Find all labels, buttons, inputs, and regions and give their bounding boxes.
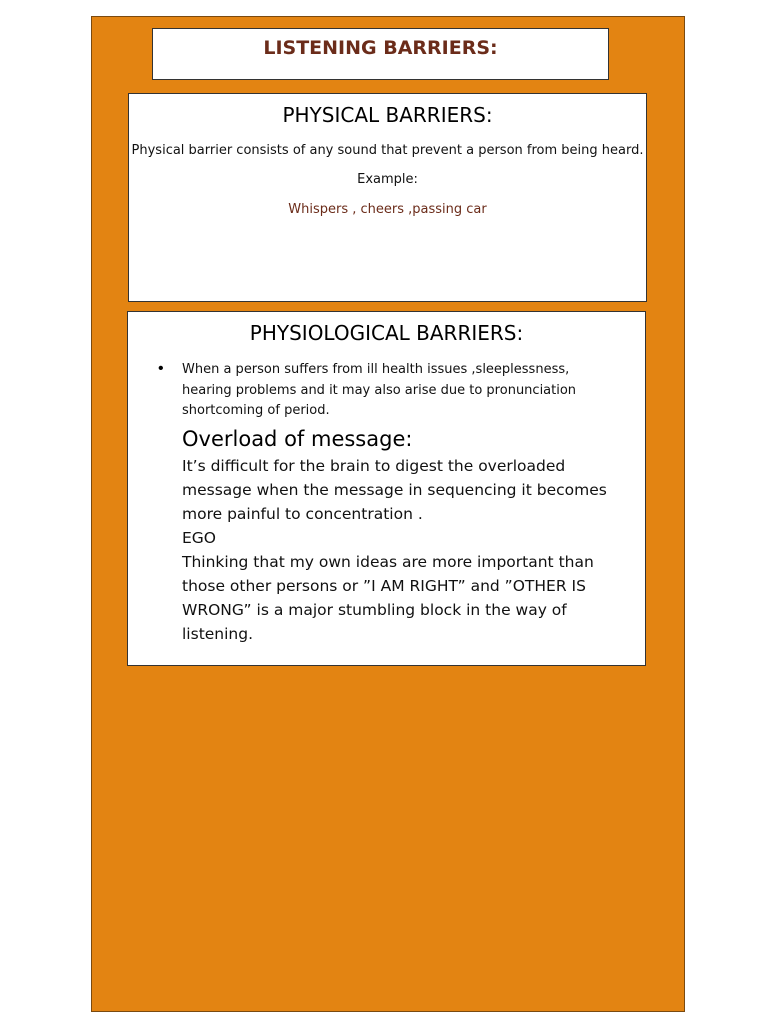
example-label: Example: — [357, 172, 418, 187]
ego-label: EGO — [182, 529, 217, 547]
bullet-item — [158, 360, 618, 422]
ego-text: Thinking that my own ideas are more important than those other persons or ”I AM RIGHT” and ”OTHER IS WRONG” is a major stumbling block in the way of listening. — [182, 553, 594, 643]
physiological-barriers-heading: PHYSIOLOGICAL BARRIERS: — [249, 321, 524, 345]
physiological-barriers-box — [127, 311, 646, 666]
physical-barriers-box — [128, 93, 647, 302]
title-box — [152, 28, 609, 80]
overload-title: Overload of message: — [182, 427, 413, 451]
physical-barriers-heading: PHYSICAL BARRIERS: — [282, 103, 493, 127]
page-title: LISTENING BARRIERS: — [263, 37, 498, 59]
bullet-icon: • — [158, 360, 164, 377]
overload-text: It’s difficult for the brain to digest the overloaded message when the message in sequencing it becomes more painful to concentration . — [182, 457, 607, 523]
bullet-text: When a person suffers from ill health issues ,sleeplessness, hearing problems and it may also arise due to pronunciation shortcoming of period. — [182, 362, 577, 418]
overload-section — [182, 424, 632, 646]
example-text: Whispers , cheers ,passing car — [288, 202, 487, 217]
physical-description: Physical barrier consists of any sound that prevent a person from being heard. — [131, 143, 644, 158]
